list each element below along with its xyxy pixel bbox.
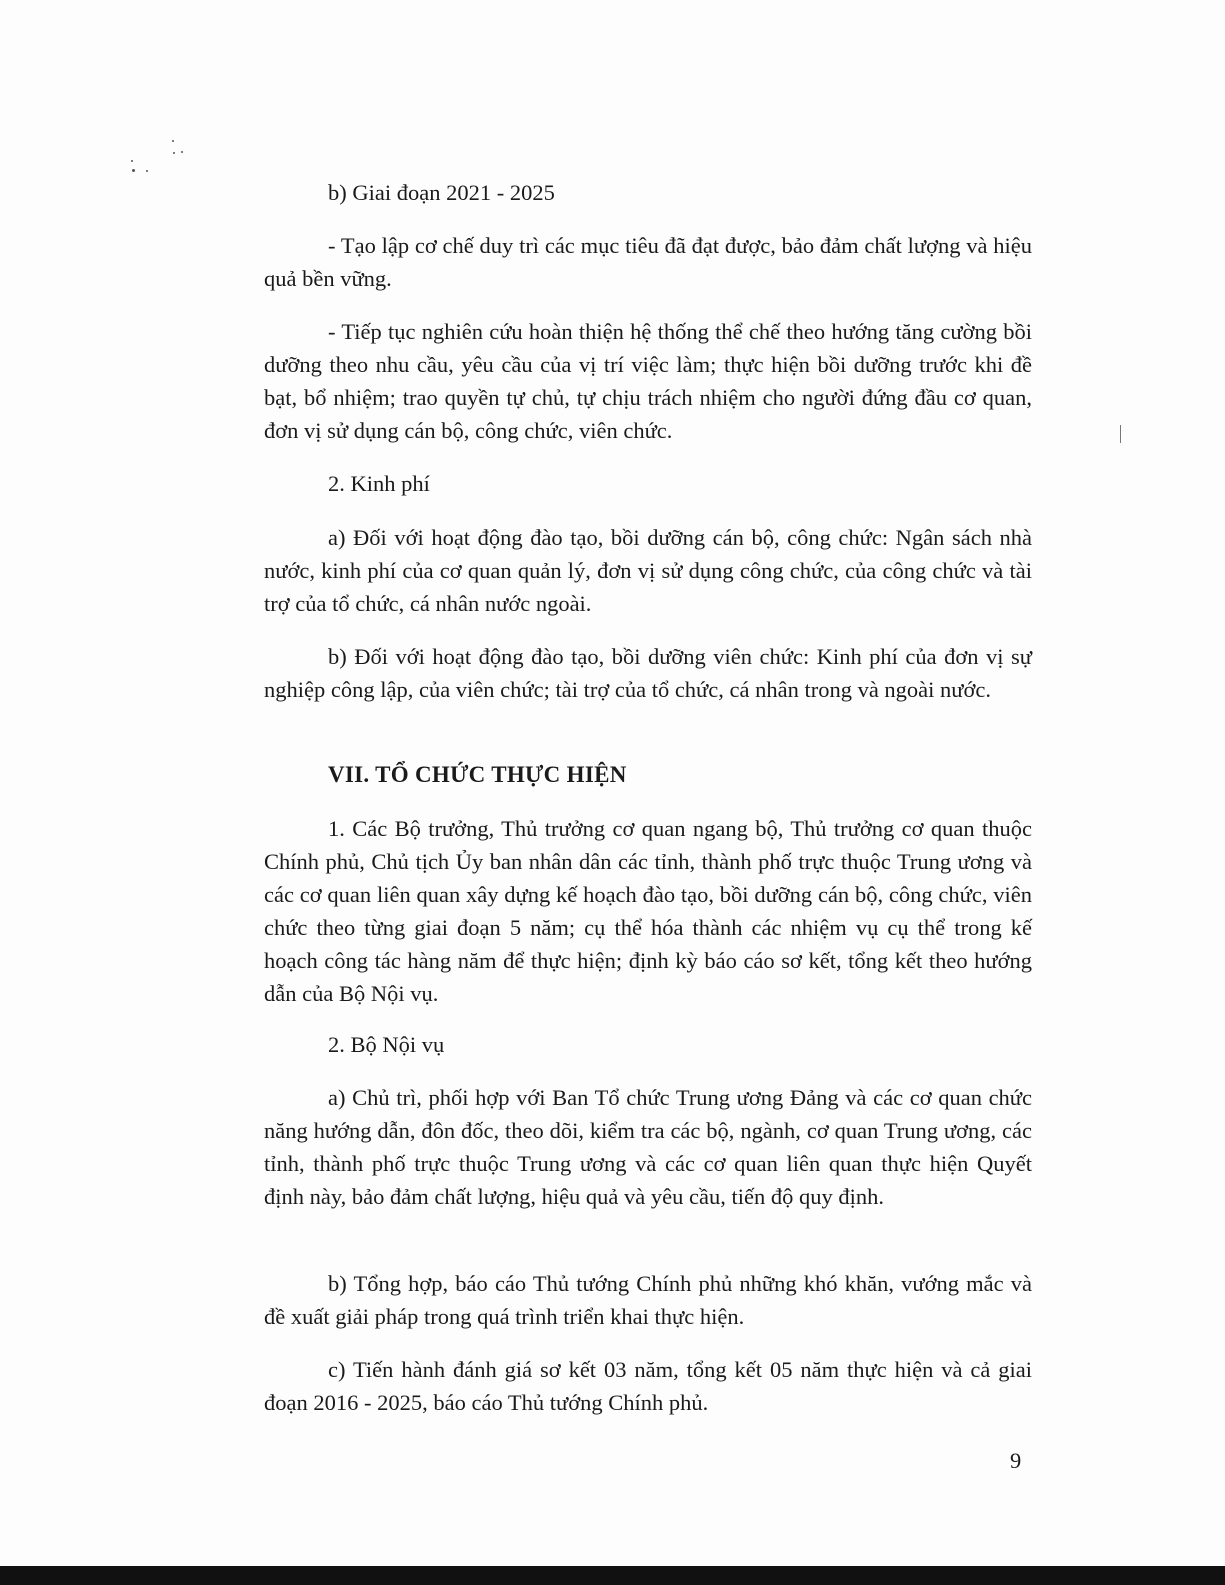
paragraph: - Tạo lập cơ chế duy trì các mục tiêu đã đạt được, bảo đảm chất lượng và hiệu quả bền vững. [264, 233, 1032, 291]
paragraph: a) Chủ trì, phối hợp với Ban Tổ chức Trung ương Đảng và các cơ quan chức năng hướng dẫn, đôn đốc, theo dõi, kiểm tra các bộ, ngành, cơ quan Trung ương, các tỉnh, thành phố trực thuộc Trung ương và các cơ quan liên quan thực hiện Quyết định này, bảo đảm chất lượng, hiệu quả và yêu cầu, tiến độ quy định. [264, 1085, 1032, 1209]
scan-speck [173, 152, 175, 154]
paragraph: b) Tổng hợp, báo cáo Thủ tướng Chính phủ những khó khăn, vướng mắc và đề xuất giải pháp trong quá trình triển khai thực hiện. [264, 1271, 1032, 1329]
scan-speck [172, 140, 174, 142]
subsection-heading: b) Giai đoạn 2021 - 2025 [328, 180, 555, 205]
scan-bottom-edge [0, 1566, 1225, 1585]
chapter-heading: VII. TỔ CHỨC THỰC HIỆN [328, 762, 627, 787]
paragraph: - Tiếp tục nghiên cứu hoàn thiện hệ thống thể chế theo hướng tăng cường bồi dưỡng theo nhu cầu, yêu cầu của vị trí việc làm; thực hiện bồi dưỡng trước khi đề bạt, bổ nhiệm; trao quyền tự chủ, tự chịu trách nhiệm cho người đứng đầu cơ quan, đơn vị sử dụng cán bộ, công chức, viên chức. [264, 319, 1032, 443]
scan-speck [132, 169, 135, 172]
scan-speck [181, 151, 183, 153]
paragraph: b) Đối với hoạt động đào tạo, bồi dưỡng viên chức: Kinh phí của đơn vị sự nghiệp công lập, của viên chức; tài trợ của tổ chức, cá nhân trong và ngoài nước. [264, 644, 1032, 702]
scan-speck [131, 160, 133, 162]
page-number: 9 [1010, 1448, 1022, 1473]
section-heading: 2. Bộ Nội vụ [328, 1032, 445, 1057]
paragraph: c) Tiến hành đánh giá sơ kết 03 năm, tổng kết 05 năm thực hiện và cả giai đoạn 2016 - 2025, báo cáo Thủ tướng Chính phủ. [264, 1357, 1032, 1415]
margin-mark [1120, 425, 1121, 443]
paragraph: a) Đối với hoạt động đào tạo, bồi dưỡng cán bộ, công chức: Ngân sách nhà nước, kinh phí của cơ quan quản lý, đơn vị sử dụng công chức, của công chức và tài trợ của tổ chức, cá nhân nước ngoài. [264, 525, 1032, 616]
section-heading: 2. Kinh phí [328, 471, 430, 496]
scan-speck [146, 170, 148, 172]
paragraph: 1. Các Bộ trưởng, Thủ trưởng cơ quan ngang bộ, Thủ trưởng cơ quan thuộc Chính phủ, Chủ tịch Ủy ban nhân dân các tỉnh, thành phố trực thuộc Trung ương và các cơ quan liên quan xây dựng kế hoạch đào tạo, bồi dưỡng cán bộ, công chức, viên chức theo từng giai đoạn 5 năm; cụ thể hóa thành các nhiệm vụ cụ thể trong kế hoạch công tác hàng năm để thực hiện; định kỳ báo cáo sơ kết, tổng kết theo hướng dẫn của Bộ Nội vụ. [264, 816, 1032, 1006]
